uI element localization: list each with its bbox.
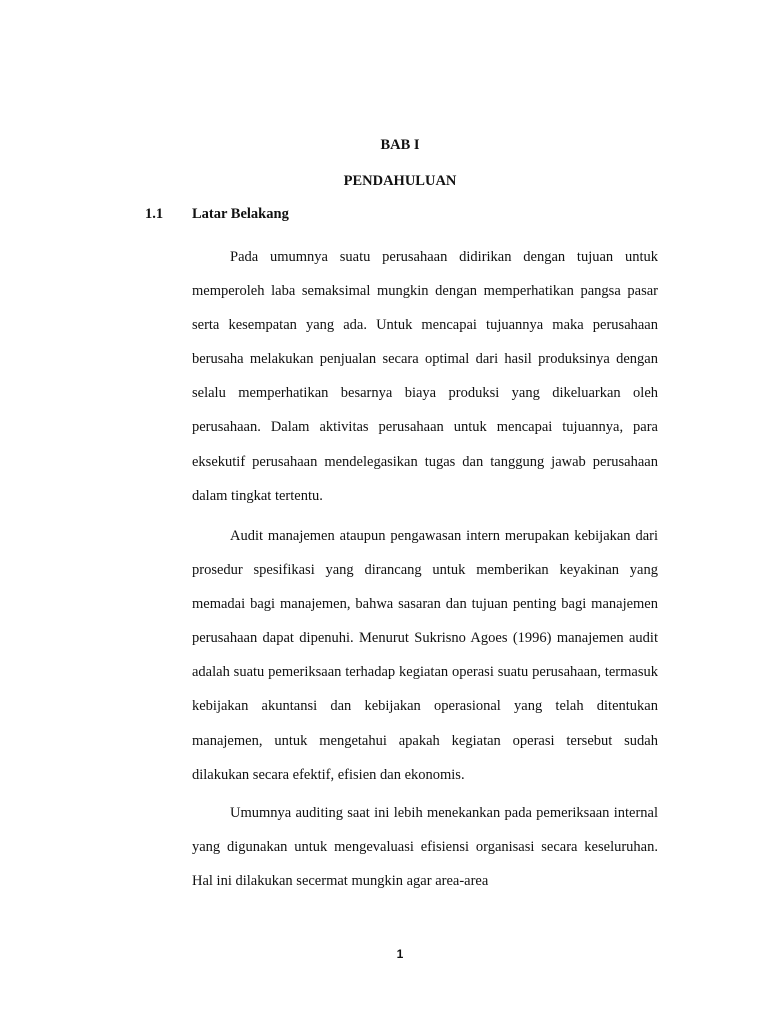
section-title: Latar Belakang <box>192 206 289 222</box>
paragraph: Audit manajemen ataupun pengawasan intern merupakan kebijakan dari prosedur spesifikasi yang dirancang untuk memberikan keyakinan yang memadai bagi manajemen, bahwa sasaran dan tujuan penting bagi manajemen perusahaan dapat dipenuhi. Menurut Sukrisno Agoes (1996) manajemen audit adalah suatu pemeriksaan terhadap kegiatan operasi suatu perusahaan, termasuk kebijakan akuntansi dan kebijakan operasional yang telah ditentukan manajemen, untuk mengetahui apakah kegiatan operasi tersebut sudah dilakukan secara efektif, efisien dan ekonomis. <box>192 528 658 783</box>
paragraph: Umumnya auditing saat ini lebih menekankan pada pemeriksaan internal yang digunakan untuk mengevaluasi efisiensi organisasi secara keseluruhan. Hal ini dilakukan secermat mungkin agar area-area <box>192 805 658 890</box>
section-number: 1.1 <box>145 206 164 222</box>
chapter-title: PENDAHULUAN <box>343 173 457 189</box>
paragraph: Pada umumnya suatu perusahaan didirikan dengan tujuan untuk memperoleh laba semaksimal mungkin dengan memperhatikan pangsa pasar serta kesempatan yang ada. Untuk mencapai tujuannya maka perusahaan berusaha melakukan penjualan secara optimal dari hasil produksinya dengan selalu memperhatikan besarnya biaya produksi yang dikeluarkan oleh perusahaan. Dalam aktivitas perusahaan untuk mencapai tujuannya, para eksekutif perusahaan mendelegasikan tugas dan tanggung jawab perusahaan dalam tingkat tertentu. <box>192 249 658 504</box>
page-number: 1 <box>396 947 404 961</box>
chapter-number: BAB I <box>380 137 420 153</box>
